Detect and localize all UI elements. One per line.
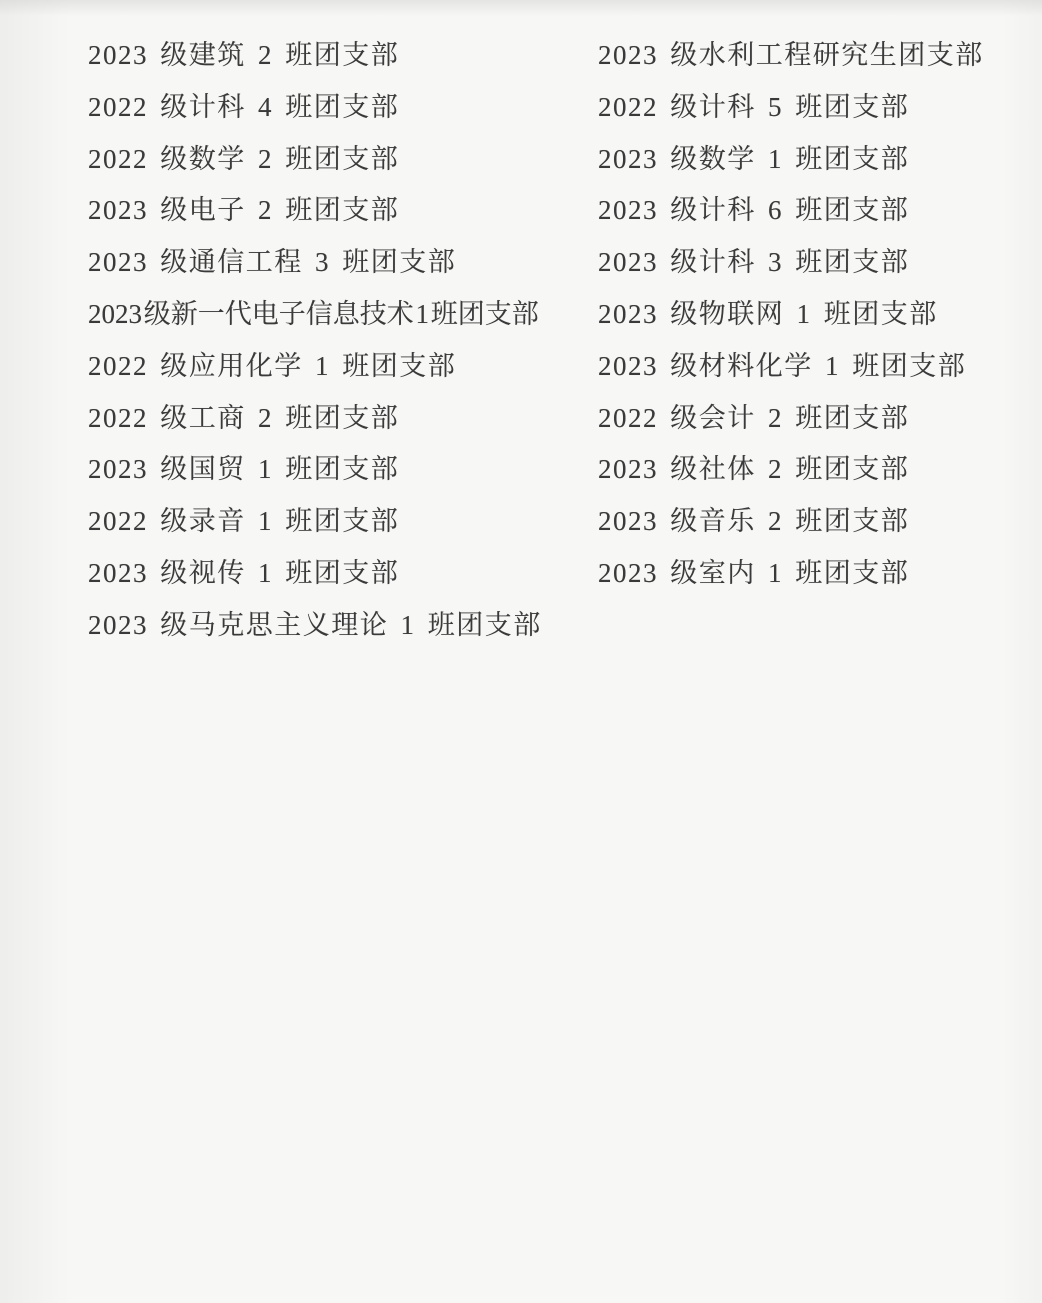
branch-list-right-column	[598, 30, 984, 600]
league-branch-item: 2022 级计科 4 班团支部	[88, 91, 400, 122]
league-branch-item: 2022 级工商 2 班团支部	[88, 402, 400, 433]
league-branch-item: 2022 级数学 2 班团支部	[88, 143, 400, 174]
league-branch-item: 2023 级新一代电子信息技术 1 班团支部	[88, 298, 539, 329]
league-branch-item: 2022 级录音 1 班团支部	[88, 506, 400, 537]
league-branch-item: 2023 级物联网 1 班团支部	[598, 298, 938, 329]
league-branch-item: 2023 级马克思主义理论 1 班团支部	[88, 609, 542, 640]
league-branch-item: 2022 级应用化学 1 班团支部	[88, 350, 457, 381]
league-branch-item: 2023 级数学 1 班团支部	[598, 143, 910, 174]
league-branch-item: 2023 级计科 6 班团支部	[598, 195, 910, 226]
branch-list-left-column	[88, 30, 542, 652]
league-branch-item: 2023 级室内 1 班团支部	[598, 557, 910, 588]
league-branch-item: 2023 级视传 1 班团支部	[88, 557, 400, 588]
league-branch-item: 2022 级计科 5 班团支部	[598, 91, 910, 122]
league-branch-item: 2023 级电子 2 班团支部	[88, 195, 400, 226]
league-branch-item: 2023 级建筑 2 班团支部	[88, 40, 400, 70]
league-branch-item: 2023 级材料化学 1 班团支部	[598, 350, 967, 381]
league-branch-item: 2023 级通信工程 3 班团支部	[88, 247, 457, 278]
league-branch-item: 2023 级计科 3 班团支部	[598, 247, 910, 278]
league-branch-item: 2023 级音乐 2 班团支部	[598, 506, 910, 537]
league-branch-item: 2022 级会计 2 班团支部	[598, 402, 910, 433]
league-branch-item: 2023 级水利工程研究生团支部	[598, 40, 984, 70]
league-branch-item: 2023 级国贸 1 班团支部	[88, 454, 400, 485]
league-branch-item: 2023 级社体 2 班团支部	[598, 454, 910, 485]
